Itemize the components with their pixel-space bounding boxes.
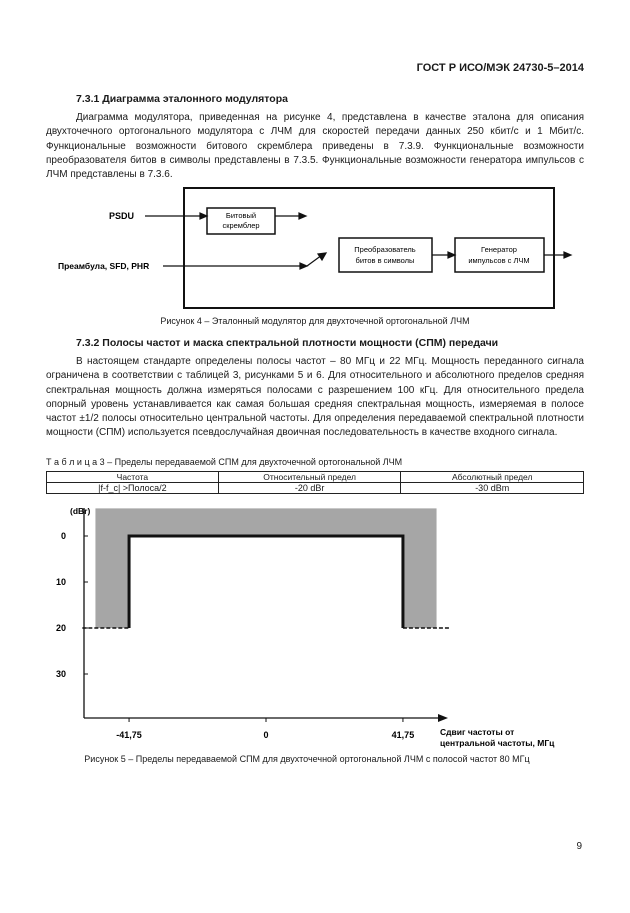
table-3	[46, 471, 584, 494]
generator-label-1: Генератор	[481, 245, 517, 254]
section-paragraph-1: Диаграмма модулятора, приведенная на рисунке 4, представлена в качестве эталона для описания двухточечного ортогонального модулятора с ЛЧМ для скоростей передачи данных 250 кбит/с и 1 Мбит/с. Функциональные возможности битового скремблера приведены в 7.3.9. Функциональные возможности преобразователя битов в символы представлены в 7.3.5. Функциональные возможности генератора импульсов с ЛЧМ представлены в 7.3.6.	[46, 112, 584, 181]
y-tick-label: 20	[55, 623, 66, 633]
psd-mask-band	[95, 508, 436, 628]
table-cell: -30 dBm	[401, 483, 584, 494]
x-tick-label: -41,75	[116, 730, 142, 740]
generator-block	[455, 238, 544, 272]
y-tick-label: 10	[55, 577, 66, 587]
table-header-cell: Частота	[47, 472, 219, 483]
converter-label-1: Преобразователь	[354, 245, 416, 254]
table-header-cell: Абсолютный предел	[401, 472, 584, 483]
converter-label-2: битов в символы	[355, 256, 415, 265]
figure-4-caption: Рисунок 4 – Эталонный модулятор для двухточечной ортогональной ЛЧМ	[160, 316, 470, 326]
psd-limit-line	[129, 536, 403, 628]
figure-5-chart	[0, 498, 630, 750]
standard-header: ГОСТ Р ИСО/МЭК 24730-5–2014	[416, 62, 584, 74]
scrambler-label-2: скремблер	[222, 221, 260, 230]
psdu-label: PSDU	[109, 211, 135, 221]
section-heading-7-3-1: 7.3.1 Диаграмма эталонного модулятора	[76, 93, 288, 105]
x-axis-label-line-1: Сдвиг частоты от	[440, 727, 515, 737]
x-axis-label-line-2: центральной частоты, МГц	[440, 738, 555, 748]
table-header-cell: Относительный предел	[218, 472, 401, 483]
table-cell: -20 dBr	[218, 483, 401, 494]
table-cell: |f-f_c| >Полоса/2	[47, 483, 219, 494]
scrambler-label-1: Битовый	[225, 211, 257, 220]
x-axis-arrow	[438, 714, 448, 722]
section-paragraph-2: В настоящем стандарте определены полосы частот – 80 МГц и 22 МГц. Мощность переданного сигнала ограничена в соответствии с таблицей 3, рисунками 5 и 6. Для относительного и абсолютного пределов средняя спектральная мощность должна измеряться полосами с разрешением 100 кГц. Для относительного предела опорный уровень устанавливается как самая большая средняя спектральная мощность, измеряемая в полосе частот ±1/2 полосы относительно центральной частоты. Для определения передаваемой спектральной плотности мощности (СПМ) используется псевдослучайная двоичная последовательность в качестве входного сигнала.	[46, 356, 584, 439]
section-heading-7-3-2: 7.3.2 Полосы частот и маска спектральной плотности мощности (СПМ) передачи	[76, 337, 499, 349]
converter-block	[339, 238, 432, 272]
figure-5-caption: Рисунок 5 – Пределы передаваемой СПМ для двухточечной ортогональной ЛЧМ с полосой частот 80 МГц	[84, 754, 530, 764]
y-tick-label: 30	[55, 669, 66, 679]
figure-4-diagram	[0, 180, 630, 315]
table-3-caption: Т а б л и ц а 3 – Пределы передаваемой СПМ для двухточечной ортогональной ЛЧМ	[46, 457, 403, 467]
table-row	[47, 483, 584, 494]
preamble-label: Преамбула, SFD, PHR	[58, 261, 150, 271]
y-tick-label: 0	[60, 531, 66, 541]
generator-label-2: импульсов с ЛЧМ	[468, 256, 530, 265]
x-tick-label: 0	[263, 730, 269, 740]
x-tick-label: 41,75	[391, 730, 415, 740]
y-axis-label: (dBr)	[70, 506, 91, 516]
table-header-row	[47, 472, 584, 483]
page-number: 9	[576, 841, 582, 852]
